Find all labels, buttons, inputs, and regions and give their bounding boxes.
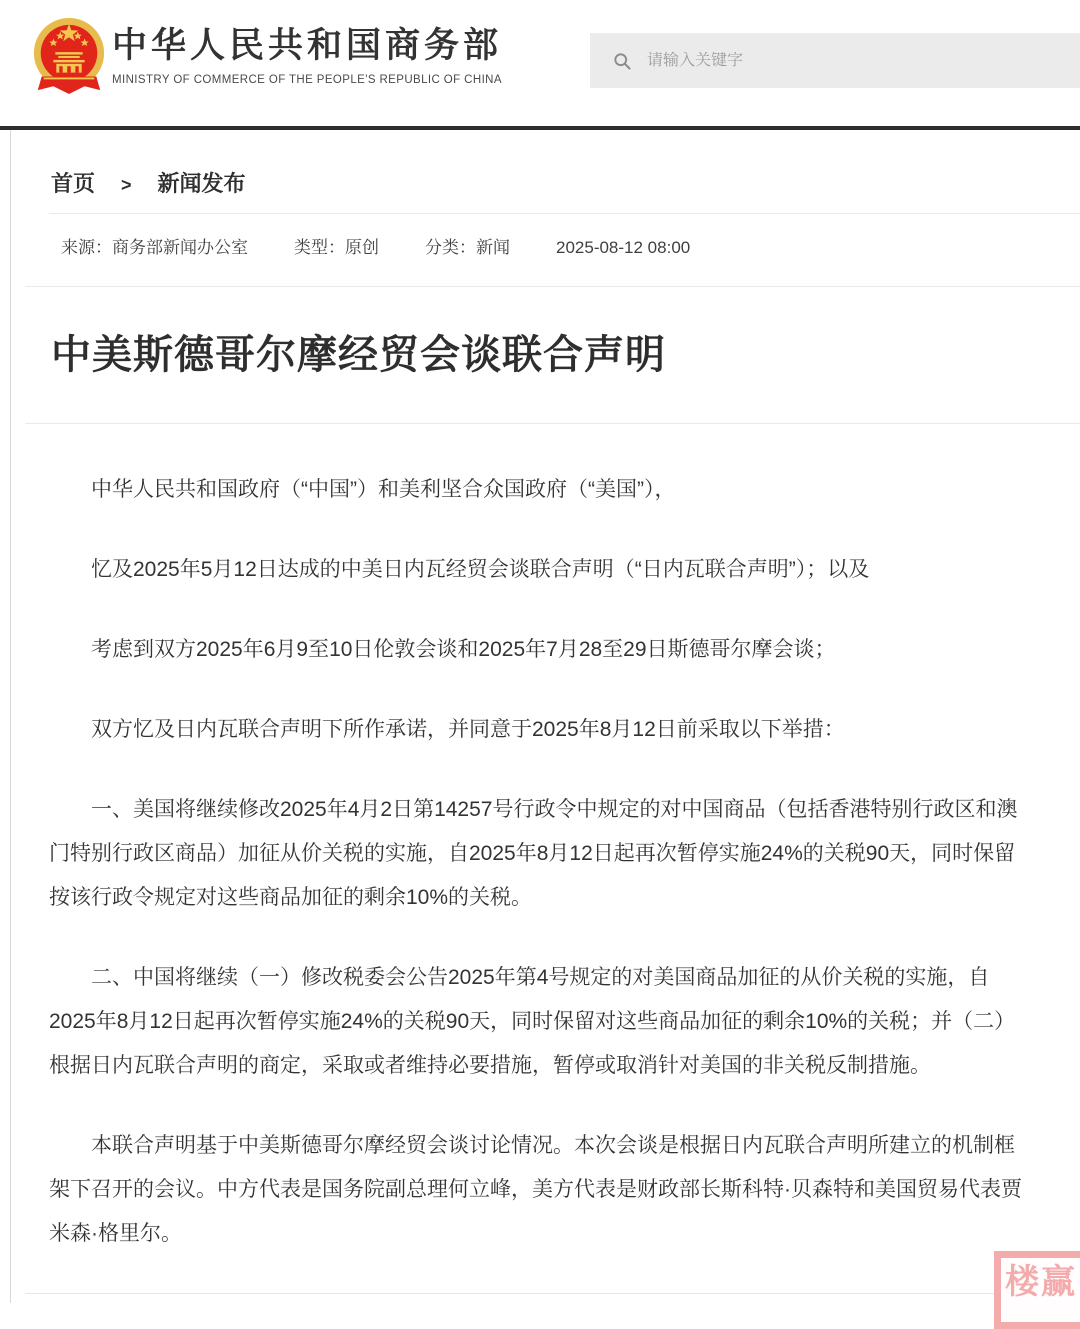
article-body (49, 468, 1035, 1256)
article-paragraph: 考虑到双方2025年6月9至10日伦敦会谈和2025年7月28至29日斯德哥尔摩会谈； (91, 638, 836, 661)
meta-type-value: 原创 (345, 238, 379, 257)
meta-category-label: 分类： (425, 238, 476, 257)
divider-under-meta (25, 286, 1080, 287)
article-meta-row (61, 238, 1080, 258)
article-paragraph: 双方忆及日内瓦联合声明下所作承诺，并同意于2025年8月12日前采取以下举措： (91, 718, 845, 741)
site-title-english: MINISTRY OF COMMERCE OF THE PEOPLE'S REPUBLIC OF CHINA (112, 74, 502, 86)
article-paragraph: 一、美国将继续修改2025年4月2日第14257号行政令中规定的对中国商品（包括香港特别行政区和澳门特别行政区商品）加征从价关税的实施，自2025年8月12日起再次暂停实施24%的关税90天，同时保留按该行政令规定对这些商品加征的剩余10%的关税。 (49, 798, 1018, 909)
meta-category-value: 新闻 (476, 238, 510, 257)
divider-bottom (25, 1293, 1041, 1294)
meta-type-label: 类型： (294, 238, 345, 257)
breadcrumb-news-link[interactable]: 新闻发布 (157, 171, 246, 196)
search-bar (590, 33, 1080, 88)
breadcrumb-separator: > (121, 175, 132, 195)
meta-source-label: 来源： (61, 238, 112, 257)
divider-under-breadcrumb (49, 213, 1080, 214)
divider-under-title (25, 423, 1080, 424)
meta-datetime: 2025-08-12 08:00 (556, 238, 691, 257)
article-paragraph: 中华人民共和国政府（“中国”）和美利坚合众国政府（“美国”）， (91, 478, 676, 501)
meta-type (294, 238, 379, 258)
site-brand (112, 26, 502, 86)
national-emblem-icon (30, 11, 108, 103)
article-paragraph: 二、中国将继续（一）修改税委会公告2025年第4号规定的对美国商品加征的从价关税的实施，自2025年8月12日起再次暂停实施24%的关税90天，同时保留对这些商品加征的剩余10%的关税；并（二）根据日内瓦联合声明的商定，采取或者维持必要措施，暂停或取消针对美国的非关税反制措施。 (49, 966, 1016, 1077)
search-input[interactable] (647, 52, 1080, 70)
site-title: 中华人民共和国商务部 (112, 26, 503, 65)
meta-category (425, 238, 510, 258)
watermark-seal (994, 1251, 1080, 1329)
meta-source-value: 商务部新闻办公室 (112, 238, 248, 257)
content-container (10, 130, 1080, 1303)
article-paragraph: 忆及2025年5月12日达成的中美日内瓦经贸会谈联合声明（“日内瓦联合声明”）；以及 (91, 558, 870, 581)
article-paragraph: 本联合声明基于中美斯德哥尔摩经贸会谈讨论情况。本次会谈是根据日内瓦联合声明所建立的机制框架下召开的会议。中方代表是国务院副总理何立峰，美方代表是财政部长斯科特·贝森特和美国贸易代表贾米森·格里尔。 (49, 1134, 1022, 1245)
breadcrumb-home-link[interactable]: 首页 (51, 171, 96, 196)
article-title: 中美斯德哥尔摩经贸会谈联合声明 (51, 333, 666, 377)
national-emblem-logo[interactable] (30, 11, 108, 103)
breadcrumb (11, 130, 1080, 199)
search-icon[interactable] (612, 51, 632, 71)
watermark-text: 楼赢 (1005, 1262, 1077, 1302)
site-header (0, 0, 1080, 126)
meta-source (61, 238, 248, 258)
